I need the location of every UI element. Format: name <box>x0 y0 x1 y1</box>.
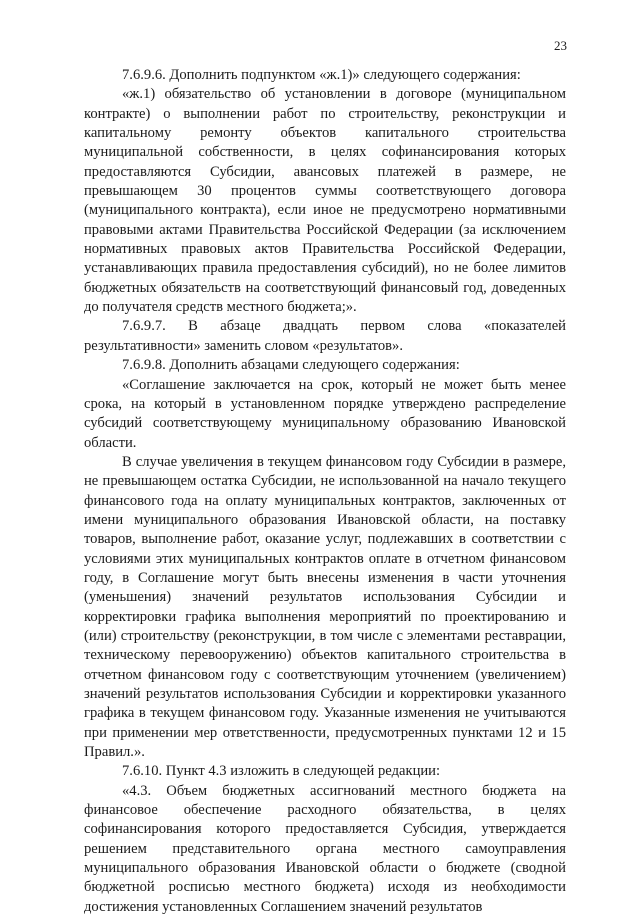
paragraph-7-6-9-8: 7.6.9.8. Дополнить абзацами следующего содержания: <box>122 357 460 374</box>
paragraph-7-6-9-7: 7.6.9.7. В абзаце двадцать первом слова «показателей результативности» заменить словом «результатов». <box>84 318 566 354</box>
paragraph-7-6-10: 7.6.10. Пункт 4.3 изложить в следующей редакции: <box>122 763 441 780</box>
paragraph-7-6-9-6: 7.6.9.6. Дополнить подпунктом «ж.1)» следующего содержания: <box>122 67 521 83</box>
paragraph-agreement-term: «Соглашение заключается на срок, который не может быть менее срока, на который в установленном порядке утверждено распределение субсидий соответствующему муниципальному образованию Ивановской области. <box>84 376 566 451</box>
paragraph-4-3: «4.3. Объем бюджетных ассигнований местного бюджета на финансовое обеспечение расходного обязательства, в целях софинансирования которого предоставляется Субсидия, утверждается решением представительного органа местного самоуправления муниципального образования Ивановской области о бюджете (сводной бюджетной росписью местного бюджета) исходя из необходимости достижения установленных Соглашением значений результатов <box>84 782 566 915</box>
page-number: 23 <box>554 38 567 53</box>
paragraph-subpoint-zh1: «ж.1) обязательство об установлении в договоре (муниципальном контракте) о выполнении работ по строительству, реконструкции и капитальному ремонту объектов капитального строительства муниципальной собственности, в целях софинансирования которых предоставляются Субсидии, авансовых платежей в размере, не превышающем 30 процентов суммы соответствующего договора (муниципального контракта), если иное не предусмотрено нормативными правовыми актами Правительства Российской Федерации (за исключением нормативных правовых актов Правительства Российской Федерации, устанавливающих правила предоставления субсидий), но не более лимитов бюджетных обязательств на соответствующий финансовый год, доведенных до получателя средств местного бюджета;». <box>84 86 566 316</box>
document-body <box>84 66 566 917</box>
paragraph-subsidy-increase: В случае увеличения в текущем финансовом году Субсидии в размере, не превышающем остатка Субсидии, не использованной на начало текущего финансового года на оплату муниципальных контрактов, заключенных от имени муниципального образования Ивановской области, на поставку товаров, выполнение работ, оказание услуг, подлежавших в соответствии с условиями этих муниципальных контрактов оплате в отчетном финансовом году, в Соглашение могут быть внесены изменения в части уточнения (уменьшения) значений результатов использования Субсидии и корректировки графика выполнения мероприятий по проектированию и (или) строительству (реконструкции, в том числе с элементами реставрации, техническому перевооружению) объектов капитального строительства в отчетном финансовом году с соответствующим уточнением (увеличением) значений результатов использования Субсидии и корректировки указанного графика в текущем финансовом году. Указанные изменения не учитываются при применении мер ответственности, предусмотренных пунктами 12 и 15 Правил.». <box>84 453 566 761</box>
